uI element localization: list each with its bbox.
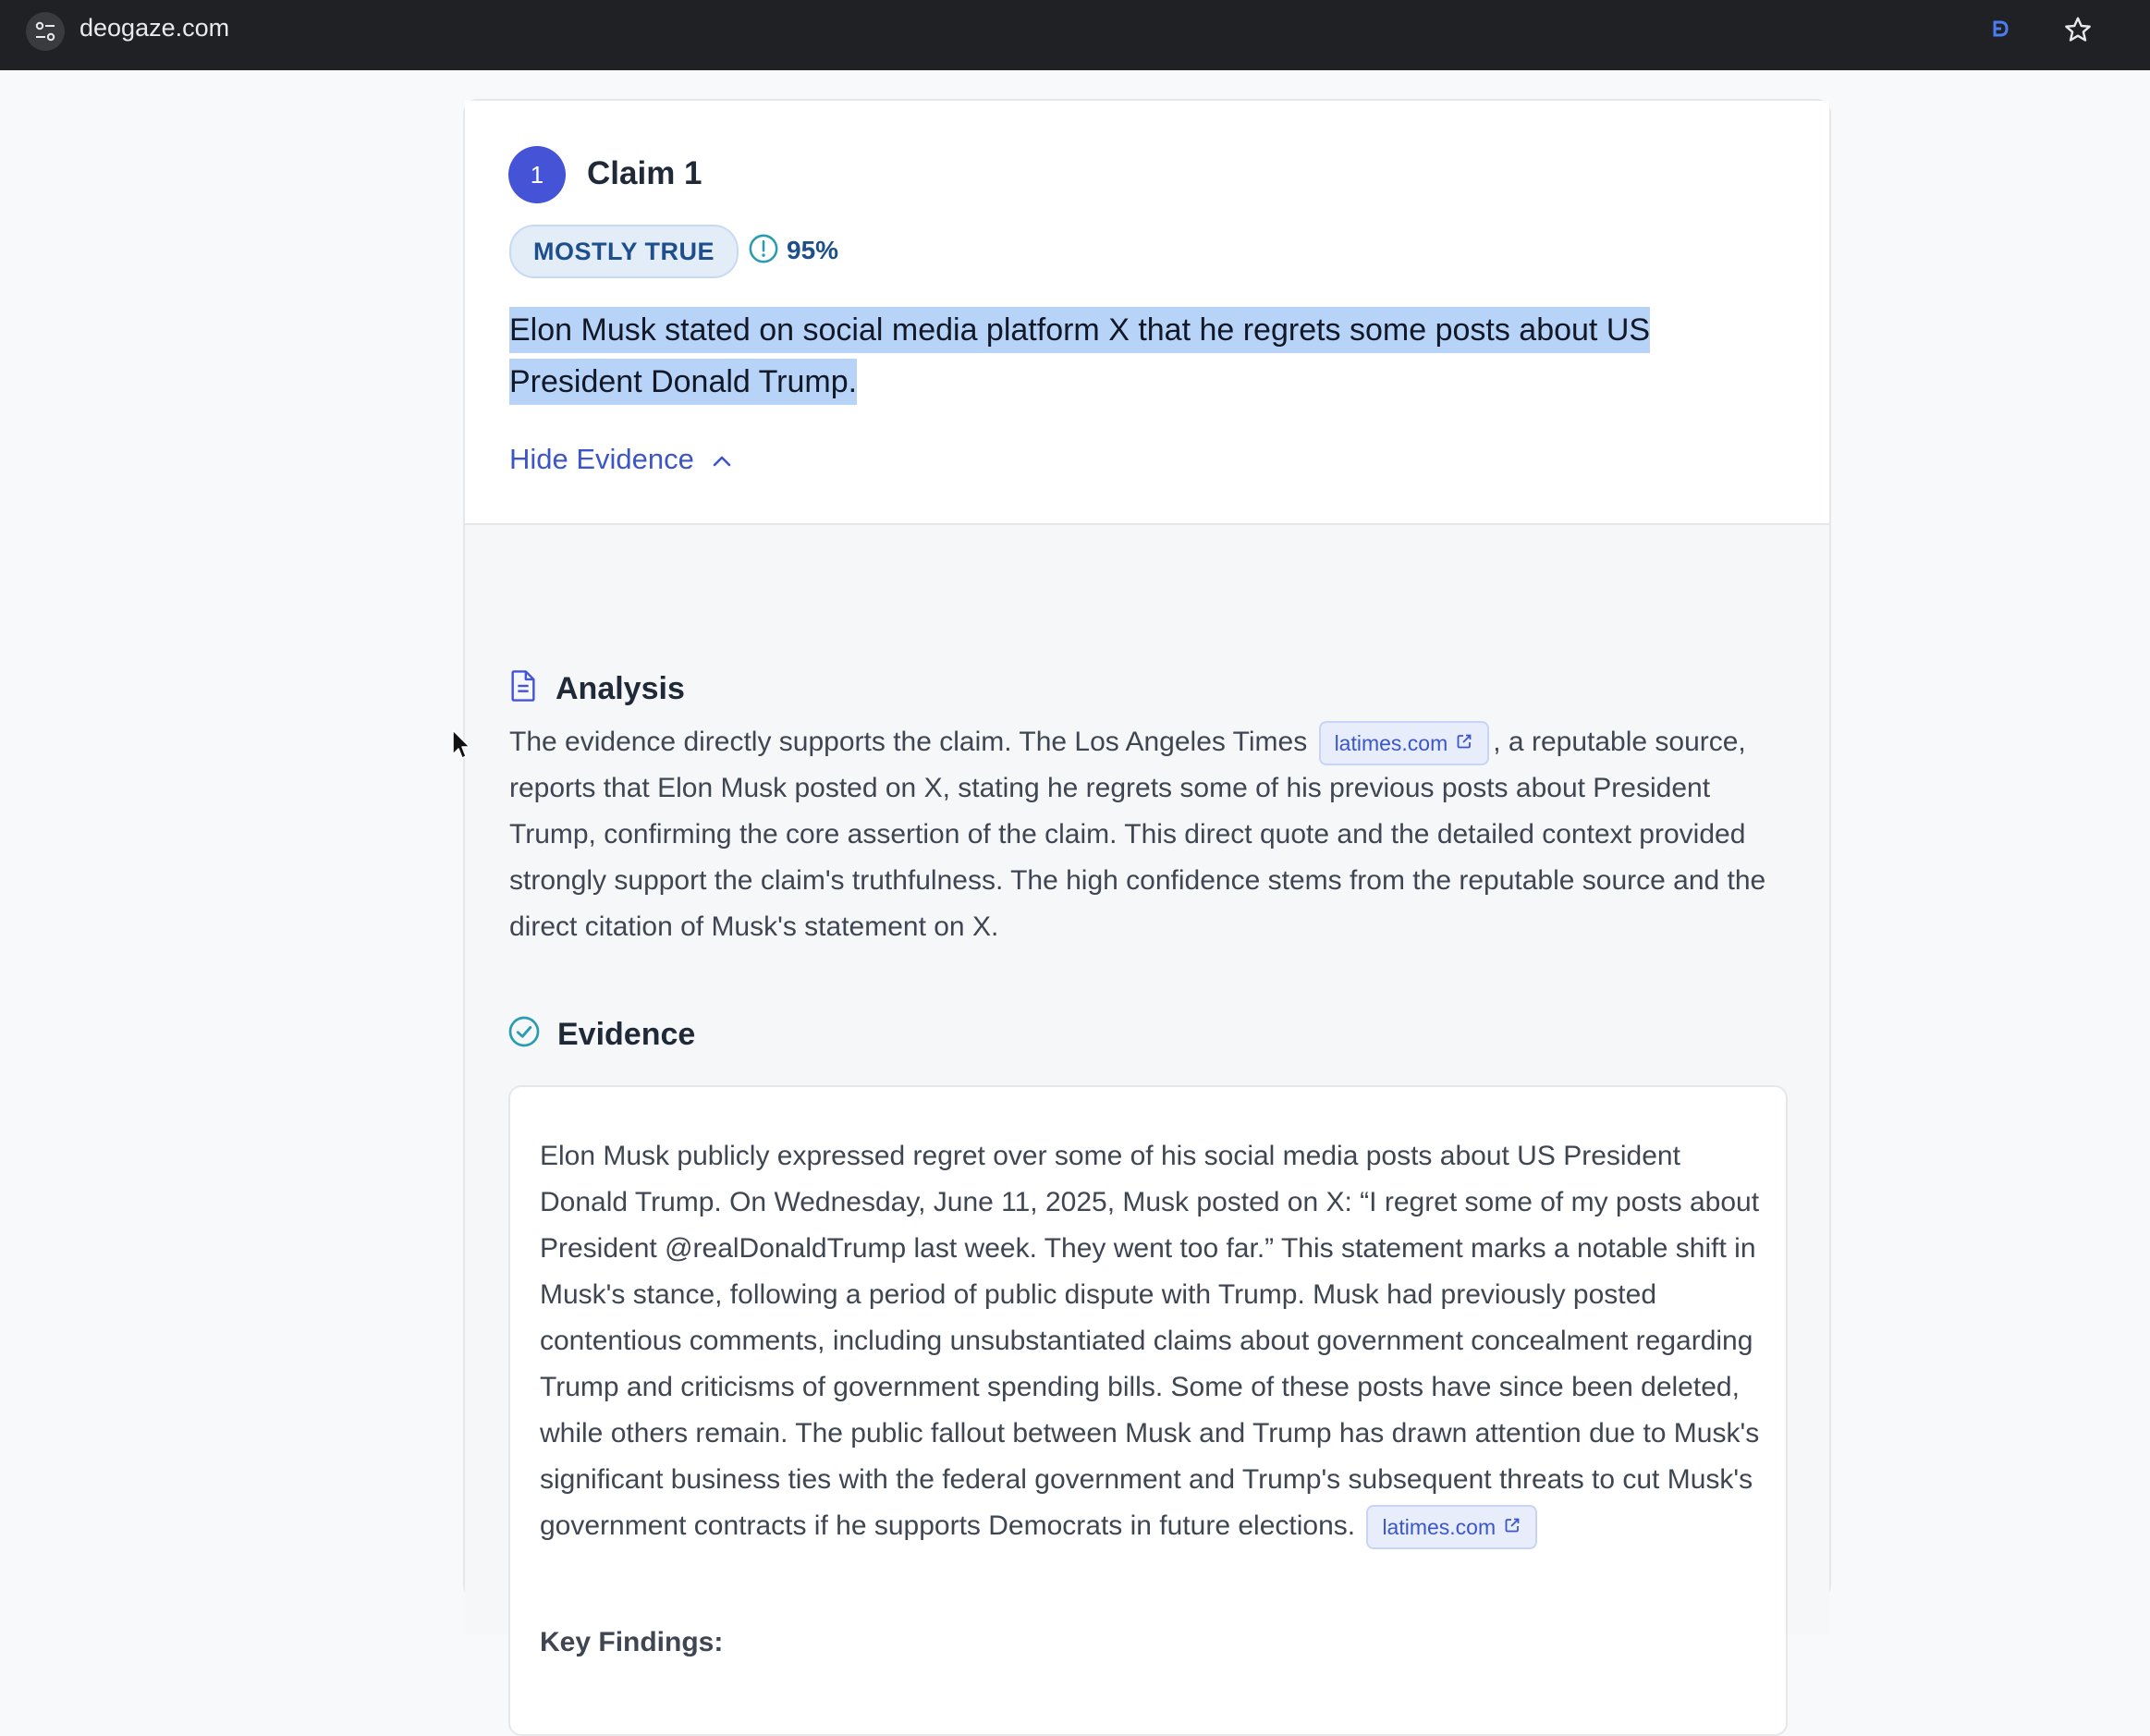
confidence-indicator — [748, 233, 838, 268]
document-icon — [507, 668, 539, 708]
analysis-header — [507, 668, 685, 708]
browser-toolbar — [0, 0, 2150, 70]
claim-header-section — [465, 101, 1829, 525]
analysis-text — [509, 719, 1785, 950]
external-link-icon — [1455, 723, 1473, 764]
chevron-up-icon — [711, 441, 733, 478]
evidence-title: Evidence — [557, 1016, 696, 1052]
extension-icon[interactable] — [1987, 15, 2015, 43]
check-circle-icon — [507, 1015, 541, 1053]
info-icon[interactable] — [748, 233, 779, 269]
site-info-tune-icon[interactable] — [26, 12, 65, 51]
bookmark-star-icon[interactable] — [2059, 11, 2096, 48]
analysis-text-before: The evidence directly supports the claim. The Los Angeles Times — [509, 727, 1308, 757]
evidence-source-link[interactable] — [1366, 1505, 1537, 1549]
hide-evidence-label: Hide Evidence — [509, 443, 694, 475]
claim-card — [463, 99, 1831, 1657]
analysis-title: Analysis — [556, 670, 685, 706]
external-link-icon — [1503, 1507, 1521, 1547]
evidence-body: Elon Musk publicly expressed regret over some of his social media posts about US President Donald Trump. On Wednesday, June 11, 2025, Musk posted on X: “I regret some of my posts about President @realDonaldTrump last week. They went too far.” This statement marks a notable shift in Musk's stance, following a period of public dispute with Trump. Musk had previously posted contentious comments, including unsubstantiated claims about government concealment regarding Trump and criticisms of government spending bills. Some of these posts have since been deleted, while others remain. The public fallout between Musk and Trump has drawn attention due to Musk's significant business ties with the federal government and Trump's subsequent threats to cut Musk's government contracts if he supports Democrats in future elections. — [540, 1141, 1760, 1541]
confidence-value: 95% — [787, 236, 839, 264]
claim-text: Elon Musk stated on social media platform X that he regrets some posts about US President Donald Trump. — [509, 307, 1650, 405]
analysis-text-after: , a reputable source, reports that Elon Musk posted on X, stating he regrets some of his previous posts about President Trump, confirming the core assertion of the claim. This direct quote and the detailed context provided strongly support the claim's truthfulness. The high confidence stems from the reputable source and the direct citation of Musk's statement on X. — [509, 727, 1766, 943]
verdict-badge: MOSTLY TRUE — [509, 225, 739, 278]
source-chip-label: latimes.com — [1334, 731, 1448, 756]
claim-title: Claim 1 — [587, 155, 702, 191]
hide-evidence-toggle[interactable] — [509, 441, 733, 478]
source-chip-label: latimes.com — [1382, 1515, 1496, 1540]
claim-number-badge: 1 — [508, 146, 566, 203]
analysis-source-link[interactable] — [1319, 721, 1490, 765]
evidence-header — [507, 1015, 695, 1053]
evidence-panel — [465, 525, 1829, 1657]
key-findings-label: Key Findings: — [540, 1627, 724, 1657]
claim-text-container — [509, 304, 1711, 408]
mouse-cursor-icon — [451, 728, 473, 762]
evidence-item-card — [508, 1085, 1788, 1736]
evidence-text — [540, 1133, 1760, 1549]
address-bar-url[interactable]: deogaze.com — [79, 14, 230, 42]
